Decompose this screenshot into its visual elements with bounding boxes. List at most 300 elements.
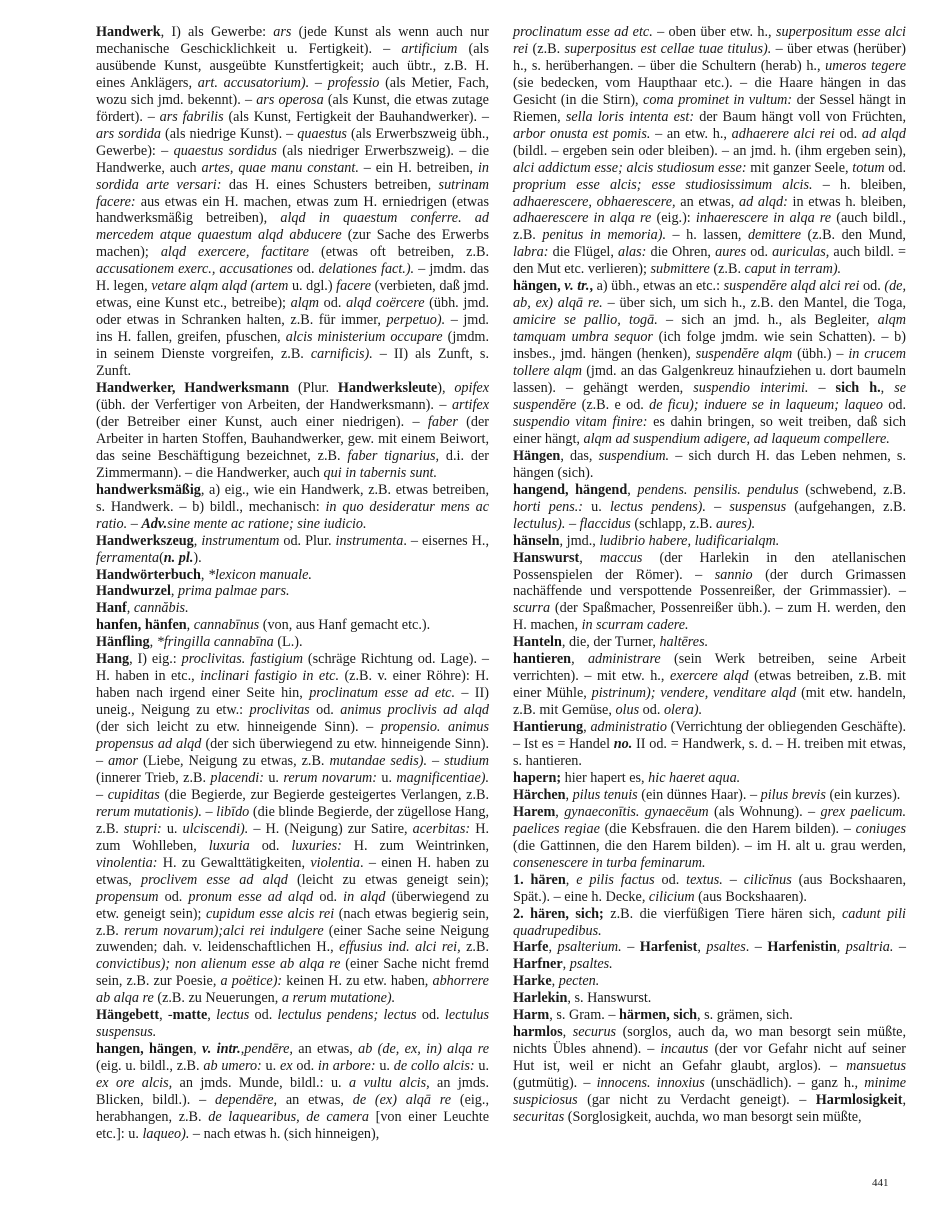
entry-text: die Ohren, (646, 244, 716, 261)
entry-latin-term: acerbitas: (412, 820, 471, 837)
entry-text: (auch bildl., z.B. (513, 210, 906, 244)
entry-latin-term: de collo alcis: (393, 1058, 475, 1075)
entry-headword: Harke (513, 973, 552, 990)
entry-text: (bildl. – ergeben sein oder bleiben). – an jmd. h. (ihm ergeben sein), (513, 142, 906, 159)
dictionary-entry (513, 770, 906, 787)
entry-text: od. (249, 837, 292, 854)
entry-text: , (186, 617, 194, 634)
entry-headword: Hantierung (513, 719, 584, 736)
dictionary-entry (96, 600, 489, 617)
entry-text: auch bildl. = den Mut etc. verlieren); (513, 244, 907, 278)
entry-latin-term: proprium esse alcis; esse studiosissimum alcis. (513, 176, 813, 193)
entry-text: (z.B. (528, 40, 565, 57)
entry-text: (L.). (273, 634, 303, 651)
entry-text: u. (375, 1058, 394, 1075)
entry-text: (der durch Grimassen nachäffende und verspottende Possenreißer, der Grimmassier). – (513, 566, 906, 600)
entry-latin-term: in alqd (343, 888, 386, 905)
entry-latin-term: suspendio vitam finire: (513, 413, 648, 430)
entry-text: ). (193, 549, 202, 566)
entry-text: , (149, 634, 157, 651)
entry-text: – oben über etw. h., (652, 24, 776, 40)
entry-latin-term: lectulus). (513, 515, 566, 532)
entry-text: (der Betreiber einer Kunst, auch einer niedrigen). – (96, 413, 428, 430)
entry-latin-term: qui in tabernis sunt. (323, 464, 438, 481)
entry-text: (z.B. e od. (576, 396, 650, 413)
entry-latin-term: instrumenta (335, 532, 404, 549)
entry-latin-term: artifex (451, 396, 489, 413)
entry-text: (mit etw. handeln, z.B. mit Gemüse, (513, 685, 906, 719)
entry-latin-term: aures (715, 244, 747, 261)
entry-text: – über sich, um sich h., z.B. den Mantel, die Toga, (602, 295, 906, 312)
entry-text: (die Gattinnen, die den Harem bilden). – im H. alt u. grau werden, (513, 837, 906, 854)
dictionary-entry (96, 533, 489, 567)
dictionary-entry (96, 482, 489, 533)
entry-latin-term: in scurram cadere. (581, 617, 689, 634)
entry-text: (Sorglosigkeit, auchda, wo man besorgt sein müßte, (564, 1109, 862, 1125)
entry-latin-term: maccus (599, 549, 643, 566)
entry-latin-term: placendi: (210, 769, 264, 786)
entry-latin-term: delationes fact.). (318, 261, 415, 278)
entry-latin-term: suspendio interimi. (693, 380, 809, 397)
dictionary-entry (513, 24, 906, 278)
entry-latin-term: grex paelicum. paelices regiae (513, 803, 907, 837)
entry-latin-term: lectus (216, 1007, 250, 1024)
entry-text: (z.B. v. einer Röhre): H. haben nach irgend einer Seite hin, (96, 668, 489, 702)
entry-latin-term: amor (108, 752, 139, 769)
entry-text: (etwas betreiben, z.B. mit einer Mühle, (513, 668, 906, 702)
entry-headword: matte (172, 1007, 208, 1024)
entry-text: od. (416, 1007, 445, 1024)
entry-grammar-label: v. tr. (564, 278, 590, 295)
dictionary-entry (96, 617, 489, 634)
entry-text: (als niedriger Erwerbszweig). – die Handwerke, auch (96, 142, 490, 176)
entry-text: ), (437, 380, 455, 397)
entry-latin-term: rerum mutationis). (96, 803, 202, 820)
entry-text: od. (639, 702, 664, 719)
entry-text: der Baum hängt voll von Früchten, (694, 108, 906, 125)
entry-latin-term: cadunt pili quadrupedibus. (513, 905, 906, 939)
entry-headword: Hängebett (96, 1007, 160, 1024)
entry-latin-term: adhaerere alci rei (731, 125, 835, 142)
entry-text: (ein kurzes). (825, 786, 901, 803)
entry-text: , - (159, 1007, 173, 1024)
entry-text: (der Spaßmacher, Possenreißer übh.). – zum H. werden, den H. machen, (513, 600, 906, 634)
entry-text: – (201, 803, 217, 820)
entry-latin-term: proclinatum esse ad etc. (513, 24, 653, 40)
entry-text: , (571, 651, 588, 668)
entry-latin-term: alqd exercere, factitare (160, 244, 309, 261)
entry-latin-term: aures). (715, 515, 756, 532)
dictionary-entry (513, 482, 906, 533)
entry-text: z.B. die vierfüßigen Tiere hären sich, (603, 905, 842, 922)
entry-latin-term: incautus (660, 1041, 709, 1058)
entry-text: (z.B. zu Neuerungen, (153, 990, 282, 1007)
entry-headword: sich h. (835, 380, 881, 397)
entry-text: , (555, 803, 565, 820)
dictionary-entry (513, 278, 906, 448)
entry-headword: harmlos (513, 1024, 563, 1041)
entry-latin-term: alqm (290, 295, 320, 312)
entry-text: (der sich leicht zu etw. hinneigende Sinn). – (96, 719, 381, 736)
entry-text: (leicht zu etwas geneigt sein); (287, 871, 489, 888)
entry-text: , das, (560, 447, 599, 464)
entry-latin-term: alqm tamquam umbra sequor (513, 312, 906, 346)
entry-latin-term: suspendĕre alqd alci rei (723, 278, 860, 295)
dictionary-entry (513, 906, 906, 940)
entry-latin-term: coma prominet in vultum: (643, 91, 793, 108)
entry-latin-term: psalterium. (557, 939, 622, 956)
entry-latin-term: vinolentia: (96, 854, 158, 871)
entry-text: u. (261, 1058, 280, 1075)
entry-text: (gutmütig). – (513, 1075, 597, 1092)
entry-text: , (836, 939, 846, 956)
entry-text: – (893, 939, 907, 956)
entry-text: , s. grämen, sich. (697, 1007, 793, 1024)
dictionary-entry (513, 1007, 906, 1024)
entry-text: – H. (Neigung) zur Satire, (248, 820, 413, 837)
entry-latin-term: minime suspiciosus (513, 1075, 906, 1109)
entry-text: – (808, 380, 836, 397)
entry-latin-term: pronum esse ad alqd (188, 888, 314, 905)
left-column (96, 24, 489, 1174)
entry-text: (übh. der Verfertiger von Arbeiten, der Handwerksmann). – (96, 396, 452, 413)
entry-headword: handwerksmäßig (96, 481, 201, 498)
entry-latin-term: umeros tegere (825, 57, 906, 74)
entry-latin-term: *fringilla cannabīna (156, 634, 274, 651)
entry-latin-term: libīdo (216, 803, 250, 820)
entry-text: (als niedrige Kunst). – (160, 125, 298, 142)
entry-latin-term: ars (273, 24, 292, 40)
dictionary-entry (513, 973, 906, 990)
entry-text: (jede Kunst als wenn auch nur mechanische Geschicklichkeit u. Fertigkeit). – (96, 24, 489, 57)
entry-text: , a) eig., wie ein Handwerk, z.B. etwas betreiben, s. Handwerk. – b) bildl., mechanisch: (96, 481, 489, 515)
entry-latin-term: ferramenta (96, 549, 160, 566)
entry-latin-term: quaestus sordidus (173, 142, 277, 159)
entry-text: – h. lassen, (666, 227, 748, 244)
entry-latin-term: propensio. animus propensus ad alqd (96, 719, 489, 753)
entry-headword: 1. hären (513, 871, 566, 888)
entry-latin-term: superpositum esse alci rei (513, 24, 906, 57)
entry-text: in etwas h. bleiben, (787, 193, 906, 210)
entry-text: u. (377, 769, 397, 786)
entry-latin-term: *lexicon manuale. (207, 566, 312, 583)
dictionary-entry (96, 380, 489, 482)
entry-text: an etwas, (292, 1041, 359, 1058)
entry-headword: Harlekin (513, 990, 568, 1007)
entry-text: , (562, 1024, 573, 1041)
entry-text: u. (474, 1058, 490, 1075)
entry-text: od. (249, 1007, 278, 1024)
entry-text: . – eisernes H., (403, 532, 489, 549)
entry-latin-term: scurra (513, 600, 551, 617)
entry-text: (überwiegend zu etw. geneigt sein); (96, 888, 490, 922)
entry-text: , jmd., (559, 532, 600, 549)
dictionary-entry (96, 24, 489, 380)
dictionary-page (96, 24, 906, 1174)
entry-text: (Liebe, Neigung zu etwas, z.B. (138, 752, 330, 769)
entry-latin-term: in quo desideratur mens ac ratio. (96, 498, 489, 532)
entry-text: , (240, 1041, 245, 1058)
page-number: 441 (872, 1177, 889, 1189)
entry-latin-term: luxuries: (291, 837, 342, 854)
entry-latin-term: ad alqd (861, 125, 906, 142)
entry-latin-term: amicire se pallio, togā. (513, 312, 658, 329)
entry-latin-term: faber (427, 413, 458, 430)
entry-text: – (427, 752, 445, 769)
entry-text: , (880, 380, 895, 397)
entry-latin-term: convictibus); non alienum esse ab alqa re (96, 956, 341, 973)
entry-latin-term: auriculas, (772, 244, 830, 261)
entry-text: , (193, 1041, 203, 1058)
entry-latin-term: flaccidus (579, 515, 631, 532)
entry-latin-term: perpetuo). (386, 312, 446, 329)
dictionary-entry (513, 939, 906, 973)
dictionary-entry (96, 567, 489, 584)
entry-latin-term: prima palmae pars. (177, 583, 290, 600)
entry-latin-term: sutrinam facere: (96, 176, 489, 210)
entry-latin-term: sella loris intenta est: (565, 108, 695, 125)
entry-text: – (565, 515, 580, 532)
entry-text: (gar nicht zu Verdacht geneigt). – (577, 1092, 816, 1109)
entry-text: (sie bedecken, vom Haupthaar etc.). – die Haare hängen in das Gesicht (in die Stirn), (513, 74, 906, 108)
entry-latin-term: ad alqd: (738, 193, 788, 210)
entry-text: [von einer Leuchte etc.]: u. (96, 1109, 489, 1142)
entry-latin-term: proclivitas (249, 702, 310, 719)
entry-latin-term: coniuges (855, 820, 906, 837)
entry-text: od. (158, 888, 189, 905)
entry-text: od. (834, 125, 862, 142)
entry-text: die Flügel, (548, 244, 618, 261)
entry-latin-term: proclinatum esse ad etc. (309, 685, 455, 702)
entry-text: (als ausübende Kunst, ausgeübte Kunstfertigkeit; auch übtr., z.B. H. eines Anklägers, (96, 40, 489, 91)
entry-text: (der sich überwiegend zu etw. hinneigende Sinn). – (96, 736, 489, 769)
entry-text: – jmd. ins H. fallen, greifen, pfuschen, (96, 312, 489, 346)
entry-text: (verbieten, daß jmd. etwas, eine Kunst etc., betreibe); (96, 278, 490, 312)
entry-headword: Handwerk (96, 24, 161, 40)
entry-latin-term: horti pens.: (513, 498, 584, 515)
entry-text: (übh. jmd. oder etwas in Schranken halten, z.B. für immer, (96, 295, 489, 329)
entry-latin-term: violentia (310, 854, 360, 871)
entry-text: (eig. u. bildl., z.B. (96, 1058, 204, 1075)
entry-text: H. zum Weintrinken, (341, 837, 489, 854)
entry-text: (schlapp, z.B. (630, 515, 716, 532)
entry-text: – nach etwas h. (sich hinneigen), (189, 1125, 380, 1142)
entry-text: – sich durch H. das Leben nehmen, s. hängen (sich). (513, 447, 906, 481)
entry-latin-term: lectulus suspensus. (96, 1007, 490, 1041)
entry-latin-term: securus (572, 1024, 617, 1041)
entry-text: u. (161, 820, 183, 837)
entry-latin-term: labra: (513, 244, 549, 261)
entry-latin-term: suspensus (729, 498, 787, 515)
entry-text: (nach etwas begierig sein, z.B. (96, 905, 489, 939)
dictionary-entry (513, 651, 906, 719)
entry-text: a) übh., etwas an etc.: (592, 278, 724, 295)
entry-text: (die Kebsfrauen. die den Harem bilden). – (599, 820, 856, 837)
entry-text: (einer Sache seine Neigung zuwenden; dah. v. leidenschaftlichen H., (96, 922, 489, 956)
entry-latin-term: pendens. pensilis. pendulus (637, 481, 799, 498)
entry-latin-term: pistrinum); vendere, venditare alqd (591, 685, 797, 702)
entry-text: hier hapert es, (564, 769, 649, 786)
entry-latin-term: administrare (587, 651, 661, 668)
entry-latin-term: hic haeret aqua. (648, 769, 741, 786)
entry-latin-term: ars sordida (96, 125, 161, 142)
entry-text: od. (882, 396, 906, 413)
entry-latin-term: alci addictum esse; alcis studiosum esse: (513, 159, 747, 176)
entry-headword: hapern; (513, 769, 565, 786)
entry-latin-term: e pilis factus (576, 871, 655, 888)
entry-latin-term: magnificentiae). (396, 769, 490, 786)
entry-text: (Plur. (289, 380, 338, 397)
entry-headword: hängen, (513, 278, 565, 295)
entry-latin-term: ulciscendi). (182, 820, 249, 837)
entry-headword: Handwerkszeug (96, 532, 194, 549)
entry-latin-term: studium (444, 752, 489, 769)
entry-latin-term: cilicium (648, 888, 695, 905)
entry-text: , (548, 939, 558, 956)
dictionary-entry (513, 719, 906, 770)
dictionary-entry (96, 583, 489, 600)
entry-text: (von, aus Hanf gemacht etc.). (259, 617, 431, 634)
entry-text: – (96, 786, 108, 803)
entry-latin-term: totum (852, 159, 885, 176)
entry-text: – (705, 498, 730, 515)
entry-grammar-label: v. intr. (202, 1041, 241, 1058)
entry-text: , (565, 786, 573, 803)
entry-text: od. (884, 159, 907, 176)
entry-latin-term: vetare alqm alqd (artem (151, 278, 289, 295)
entry-text: od. (859, 278, 885, 295)
entry-text: (z.B. den Mund, (801, 227, 906, 244)
entry-latin-term: instrumentum (201, 532, 280, 549)
entry-text: – (722, 871, 744, 888)
entry-latin-term: inclinari fastigio in etc. (200, 668, 339, 685)
entry-text: – h. bleiben, (812, 176, 906, 193)
entry-headword: Harm (513, 1007, 550, 1024)
entry-text: (aus Bockshaaren, Spät.). – eine h. Decke, (513, 871, 907, 905)
entry-text: u. (583, 498, 610, 515)
entry-text: . – (745, 939, 768, 956)
entry-text: an etwas, (675, 193, 739, 210)
entry-headword: hanfen, hänfen (96, 617, 187, 634)
entry-text: (aus Bockshaaren). (694, 888, 807, 905)
dictionary-entry (96, 651, 489, 1007)
entry-text: es dahin bringen, so weit treiben, daß sich einer hängt, (513, 413, 906, 447)
entry-latin-term: haltēres. (659, 634, 709, 651)
entry-headword: Harfenistin (767, 939, 837, 956)
entry-text: – über etwas (herüber) h., s. herüberhangen. – über die Schultern (herab) h., (513, 40, 906, 74)
entry-latin-term: securitas (513, 1109, 565, 1125)
entry-latin-term: exercere alqd (669, 668, 749, 685)
entry-latin-term: olus (615, 702, 640, 719)
entry-latin-term: facere (336, 278, 372, 295)
dictionary-entry (513, 634, 906, 651)
entry-latin-term: arbor onusta est pomis. (513, 125, 651, 142)
entry-text: (übh.) – (792, 346, 849, 363)
dictionary-entry (513, 1024, 906, 1126)
entry-latin-term: ex ore alcis, (96, 1075, 173, 1092)
dictionary-entry (96, 634, 489, 651)
entry-text: mit ganzer Seele, (746, 159, 853, 176)
entry-headword: Hänfling (96, 634, 150, 651)
entry-text: od. (746, 244, 773, 261)
entry-latin-term: laqueo). (142, 1125, 190, 1142)
entry-latin-term: penitus in memoria). (542, 227, 667, 244)
entry-latin-term: innocens. innoxius (596, 1075, 705, 1092)
entry-latin-term: pecten. (558, 973, 600, 990)
entry-headword: Handwerker, Handwerksmann (96, 380, 290, 397)
entry-latin-term: olera). (663, 702, 703, 719)
entry-text: , I) eig.: (129, 651, 182, 668)
entry-text: od. (292, 1058, 318, 1075)
entry-text: , (583, 719, 591, 736)
entry-text: – ein H. betreiben, (358, 159, 478, 176)
entry-latin-term: a poëtice): (220, 973, 283, 990)
entry-headword: Handwerksleute (337, 380, 438, 397)
entry-headword: Harem (513, 803, 556, 820)
entry-text: – (309, 74, 328, 91)
entry-headword: Härchen (513, 786, 566, 803)
entry-latin-term: ars operosa (256, 91, 324, 108)
entry-latin-term: pilus brevis (760, 786, 826, 803)
entry-text: , (200, 566, 208, 583)
entry-latin-term: (de, ab, ex) alqā re. (513, 278, 907, 312)
entry-latin-term: alas: (618, 244, 647, 261)
entry-text: ( (159, 549, 164, 566)
entry-latin-term: psaltes. (569, 956, 613, 973)
entry-latin-term: faber tignarius, (347, 447, 440, 464)
entry-latin-term: gynaeconītis. gynaecēum (564, 803, 709, 820)
entry-latin-term: luxuria (208, 837, 250, 854)
entry-headword: hänseln (513, 532, 560, 549)
entry-latin-term: lectulus pendens; lectus (277, 1007, 417, 1024)
entry-latin-term: caput in terram). (744, 261, 842, 278)
entry-text: , s. Gram. – (549, 1007, 619, 1024)
entry-latin-term: pendēre, (244, 1041, 293, 1058)
entry-latin-term: effusius ind. alci rei, (339, 939, 461, 956)
entry-headword: Hängen (513, 447, 561, 464)
entry-text: (unschädlich). – ganz h., (704, 1075, 865, 1092)
entry-latin-term: superpositus est cellae tuae titulus). (564, 40, 772, 57)
entry-latin-term: ex (279, 1058, 293, 1075)
entry-latin-term: a vultu alcis, (349, 1075, 430, 1092)
entry-latin-term: de laquearibus, de camera (208, 1109, 369, 1125)
entry-headword: härmen, sich (619, 1007, 698, 1024)
entry-latin-term: rerum novarum: (283, 769, 378, 786)
dictionary-entry (513, 550, 906, 635)
entry-latin-term: se suspendĕre (513, 380, 907, 413)
entry-text: – (127, 515, 142, 532)
entry-latin-term: artificium (401, 40, 458, 57)
entry-text: der Sessel hängt in Riemen, (513, 91, 907, 125)
entry-headword: , (589, 278, 593, 295)
entry-text: (jmd. an das Galgenkreuz hinaufziehen u. dort baumeln lassen). – gehängt werden, (513, 363, 907, 397)
entry-latin-term: cilicĭnus (743, 871, 792, 888)
entry-text: (ein dünnes Haar). – (637, 786, 761, 803)
entry-latin-term: propensum (96, 888, 159, 905)
entry-latin-term: suspendĕre alqm (695, 346, 793, 363)
dictionary-entry (96, 1007, 489, 1041)
entry-text: (als Metier, Fach, wozu sich jmd. bekennt). – (96, 74, 490, 108)
entry-latin-term: carnificis). (310, 346, 373, 363)
entry-latin-term: a rerum mutatione). (281, 990, 396, 1007)
entry-text: (schwebend, z.B. (798, 481, 906, 498)
entry-text: , (170, 583, 178, 600)
entry-latin-term: art. accusatorium). (197, 74, 310, 91)
entry-text: aus etwas ein H. machen, etwas zum H. erniedrigen (etwas handwerksmäßig betreiben), (96, 193, 489, 227)
entry-latin-term: mutandae sedis). (329, 752, 428, 769)
entry-text: d.i. der Zimmermann). – die Handwerker, auch (96, 447, 489, 481)
entry-text: , (579, 549, 600, 566)
